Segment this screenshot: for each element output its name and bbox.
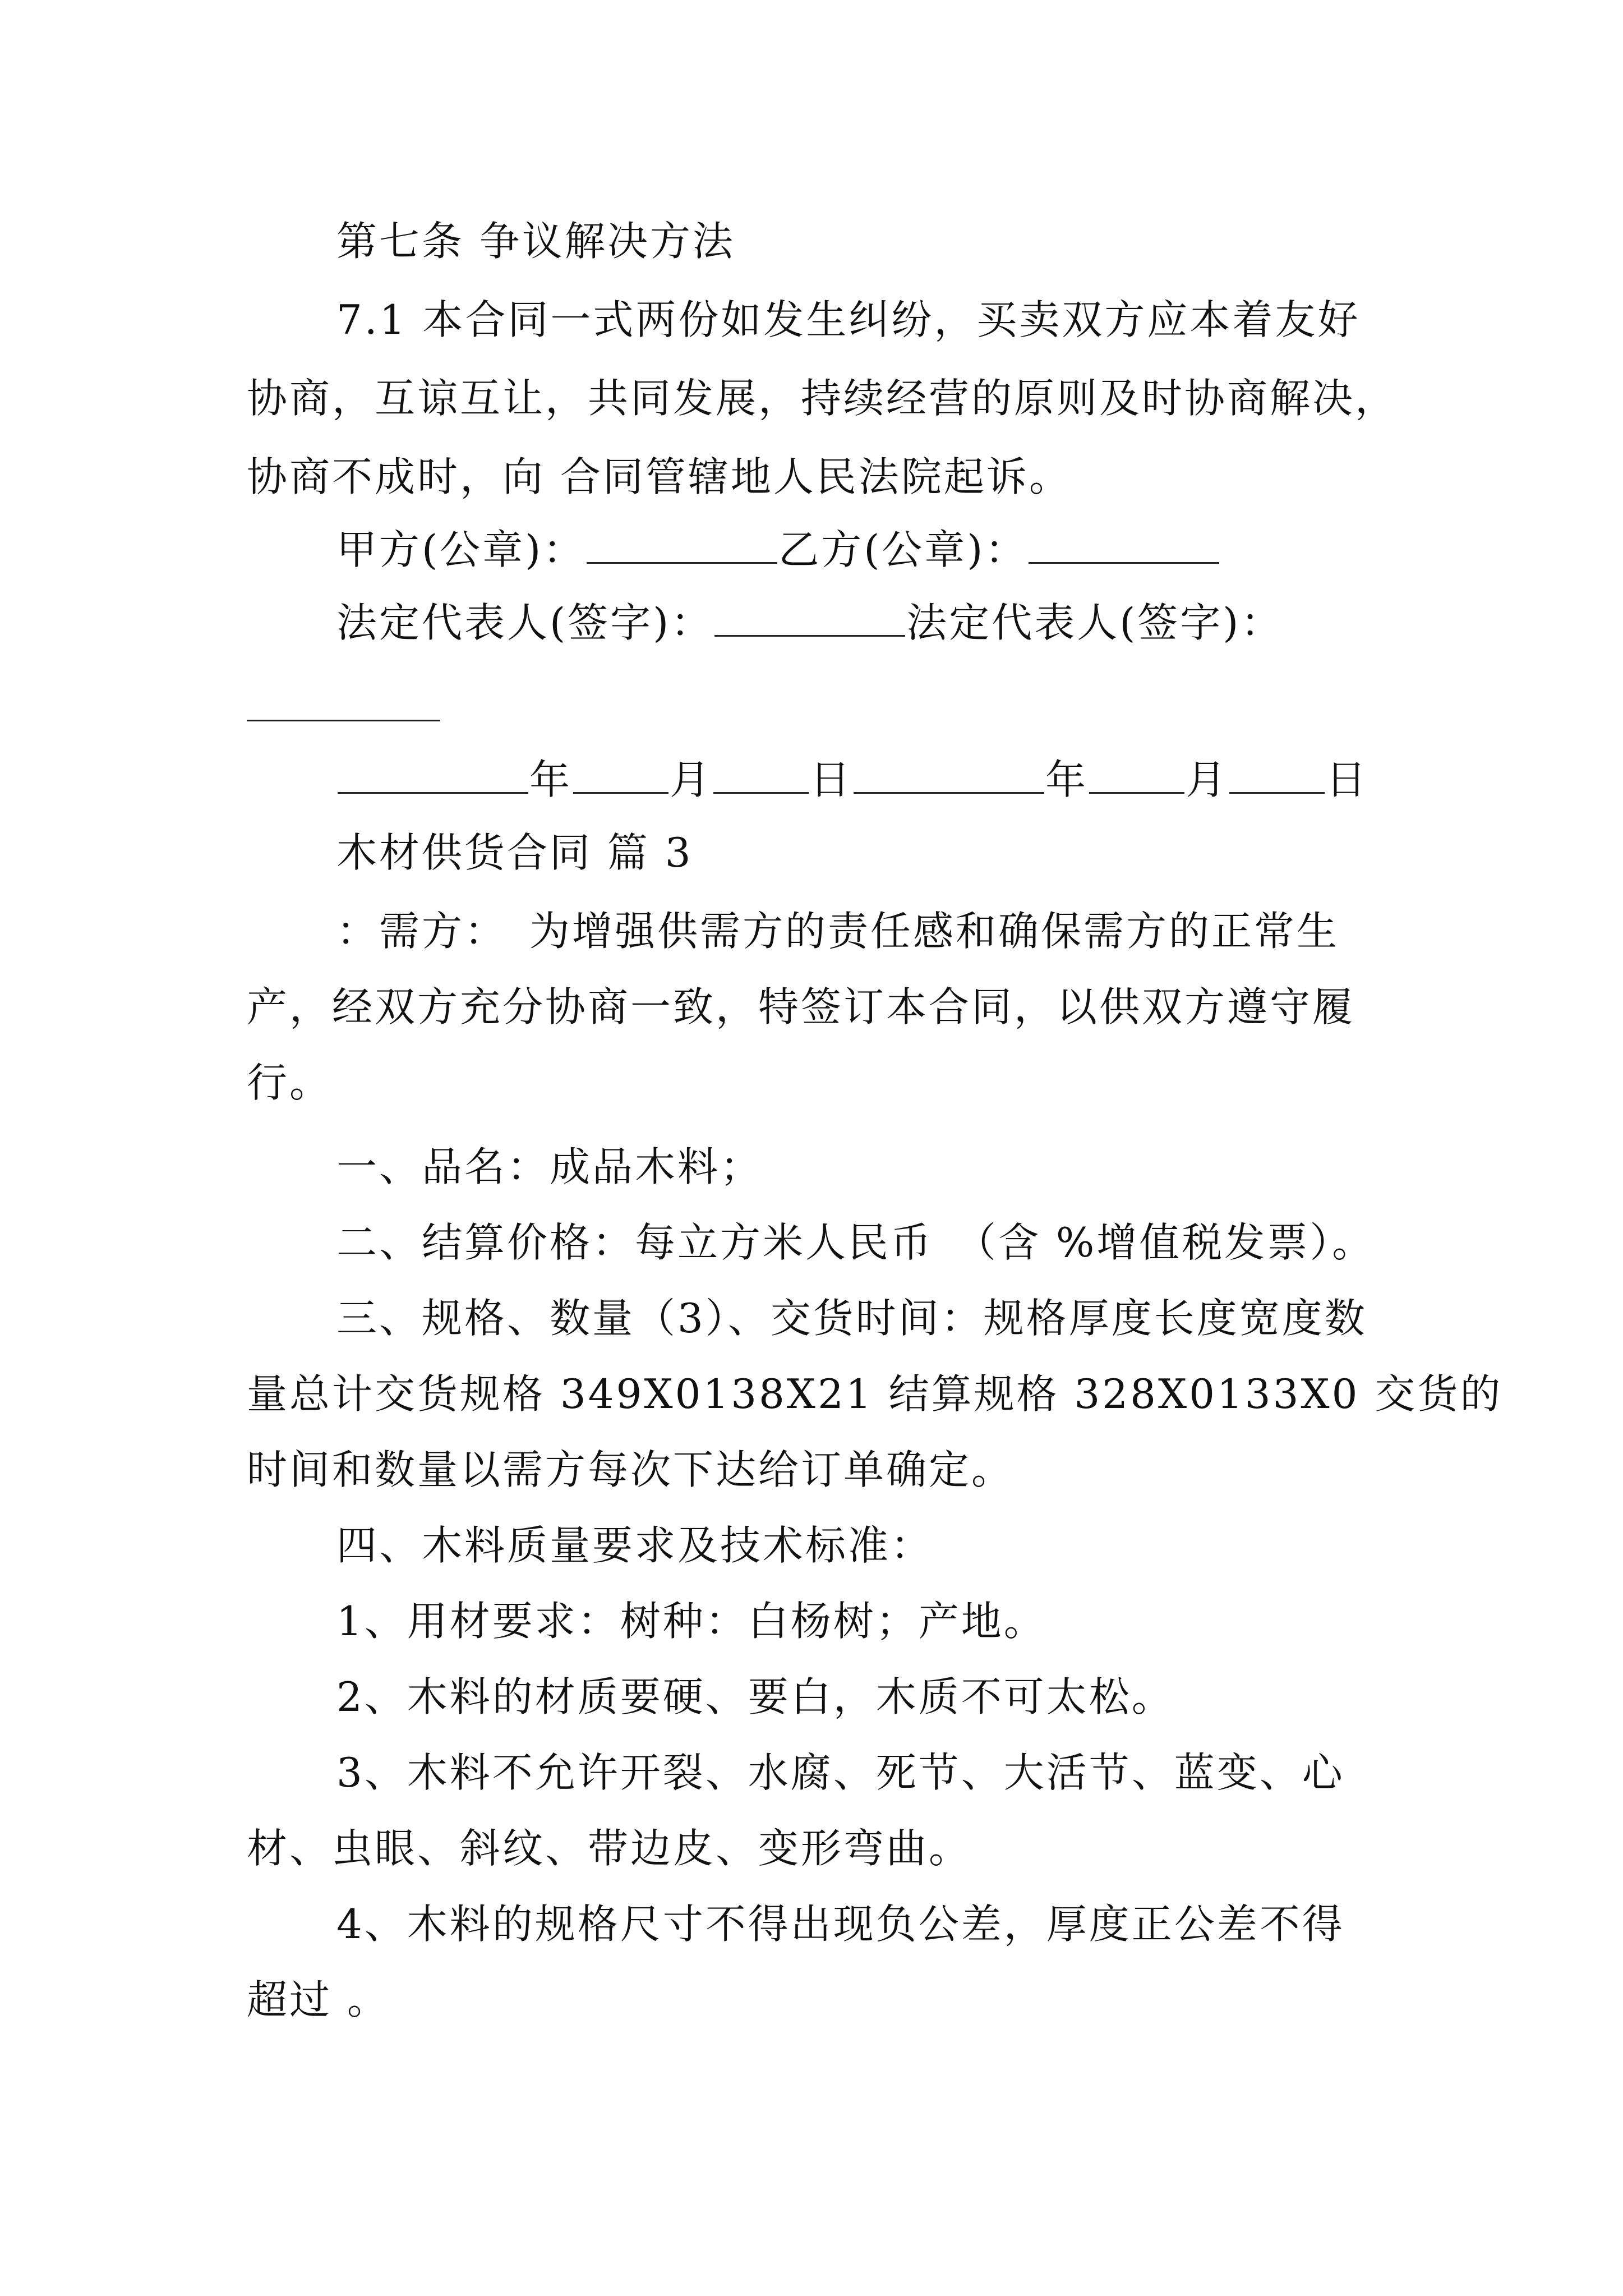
paragraph-line: ：需方： 为增强供需方的责任感和确保需方的正常生 <box>336 908 1340 955</box>
requirement-item: 3、木料不允许开裂、水腐、死节、大活节、蓝变、心 <box>336 1749 1345 1796</box>
paragraph-line: 超过 。 <box>247 1976 390 2023</box>
month-label: 月 <box>1186 756 1229 803</box>
party-a-seal-blank[interactable] <box>587 523 777 564</box>
party-seal-line <box>336 522 1220 578</box>
date-line <box>336 752 1368 808</box>
requirement-item: 2、木料的材质要硬、要白，木质不可太松。 <box>336 1673 1174 1720</box>
party-b-label: 乙方(公章)： <box>778 526 1028 573</box>
rep-a-label: 法定代表人(签字)： <box>336 599 714 646</box>
party-b-seal-blank[interactable] <box>1029 523 1219 564</box>
date-b-day-blank[interactable] <box>1229 753 1325 794</box>
date-b-month-blank[interactable] <box>1089 753 1184 794</box>
paragraph-line: 时间和数量以需方每次下达给订单确定。 <box>247 1446 1015 1493</box>
requirement-item: 1、用材要求：树种：白杨树；产地。 <box>336 1598 1046 1645</box>
year-label: 年 <box>529 756 573 803</box>
month-label: 月 <box>670 756 713 803</box>
clause-item: 二、结算价格：每立方米人民币 （含 %增值税发票）。 <box>336 1219 1375 1266</box>
paragraph-line: 协商，互谅互让，共同发展，持续经营的原则及时协商解决， <box>247 375 1398 422</box>
party-a-label: 甲方(公章)： <box>336 526 586 573</box>
clause-item: 一、品名：成品木料； <box>336 1143 763 1190</box>
rep-a-signature-blank[interactable] <box>714 596 905 637</box>
rep-b-label: 法定代表人(签字)： <box>906 599 1284 646</box>
paragraph-line: 材、虫眼、斜纹、带边皮、变形弯曲。 <box>247 1825 972 1872</box>
year-label: 年 <box>1045 756 1089 803</box>
paragraph-line: 产，经双方充分协商一致，特签订本合同，以供双方遵守履 <box>247 983 1355 1030</box>
requirement-item: 4、木料的规格尺寸不得出现负公差，厚度正公差不得 <box>336 1901 1345 1948</box>
clause-item: 四、木料质量要求及技术标准： <box>336 1522 934 1569</box>
rep-b-signature-blank[interactable] <box>247 720 440 721</box>
clause-item: 三、规格、数量（3）、交货时间：规格厚度长度宽度数 <box>336 1295 1367 1342</box>
representative-line <box>336 595 1283 651</box>
paragraph-line: 量总计交货规格 349X0138X21 结算规格 328X0133X0 交货的 <box>247 1370 1503 1418</box>
date-a-month-blank[interactable] <box>573 753 668 794</box>
paragraph-line: 协商不成时，向 合同管辖地人民法院起诉。 <box>247 453 1072 500</box>
contract-title: 木材供货合同 篇 3 <box>336 829 693 876</box>
date-a-day-blank[interactable] <box>713 753 809 794</box>
paragraph-line: 行。 <box>247 1059 333 1106</box>
section-heading: 第七条 争议解决方法 <box>336 218 735 265</box>
day-label: 日 <box>810 756 853 803</box>
date-a-year-blank[interactable] <box>338 753 528 794</box>
paragraph-line: 7.1 本合同一式两份如发生纠纷，买卖双方应本着友好 <box>336 296 1361 343</box>
day-label: 日 <box>1326 756 1369 803</box>
date-b-year-blank[interactable] <box>854 753 1044 794</box>
